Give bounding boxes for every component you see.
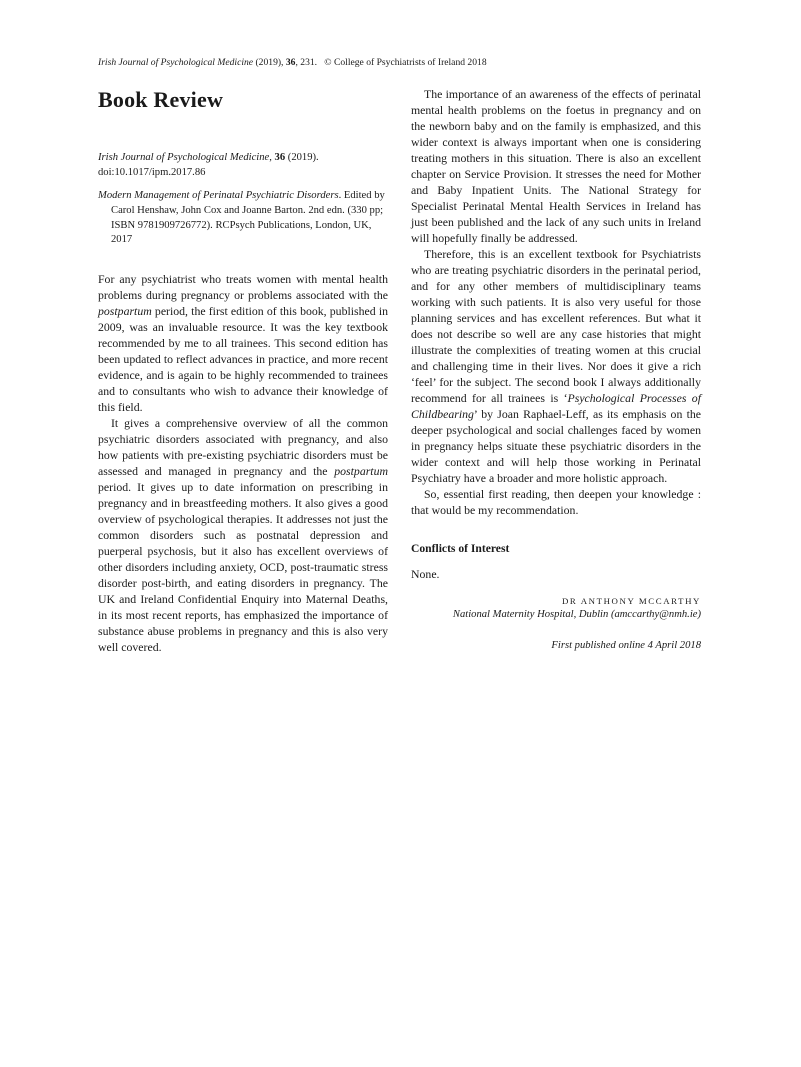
- citation-sep: ,: [269, 152, 272, 163]
- signature: [411, 595, 701, 622]
- running-head-page: , 231.: [295, 57, 318, 68]
- right-column: [411, 86, 701, 653]
- citation-volume: 36: [274, 152, 286, 163]
- author-name: DR ANTHONY MCCARTHY: [561, 596, 701, 606]
- paragraph-1-text-b: period, the first edition of this book, published in 2009, was an invaluable resource. It was the key textbook recommended by me to all trainees. This second edition has been updated to reflect advances in practice, and more recent evidence, and is again to be highly recommended to trainees and to consultants who wish to advance their knowledge of this field.: [98, 304, 388, 415]
- citation-year: (2019).: [287, 152, 319, 163]
- paragraph-1-text-a: For any psychiatrist who treats women with mental health problems during pregnancy or problems associated with the: [98, 272, 388, 303]
- paragraph-4: [411, 246, 701, 486]
- publication-date: First published online 4 April 2018: [551, 640, 701, 651]
- paragraph-1: [98, 271, 388, 415]
- paragraph-5: So, essential first reading, then deepen your knowledge : that would be my recommendation.: [411, 487, 701, 517]
- running-head-journal: Irish Journal of Psychological Medicine: [98, 57, 254, 68]
- review-body-left: [98, 271, 388, 655]
- paragraph-2-emphasis: postpartum: [334, 464, 388, 479]
- conflicts-heading: Conflicts of Interest: [411, 542, 510, 555]
- running-head-year: (2019),: [255, 57, 284, 68]
- left-column: [98, 86, 388, 655]
- citation-journal: Irish Journal of Psychological Medicine: [98, 152, 270, 163]
- citation-doi[interactable]: doi:10.1017/ipm.2017.86: [98, 167, 206, 178]
- book-title: Modern Management of Perinatal Psychiatric Disorders: [98, 190, 339, 201]
- paragraph-2: [98, 415, 388, 655]
- running-head-copyright: © College of Psychiatrists of Ireland 2018: [324, 57, 487, 68]
- paragraph-4-text-b: ’ by Joan Raphael-Leff, as its emphasis on the deeper psychological and social challenges faced by women in pregnancy helps situate these psychiatric disorders in the wider context and will help those working in Perinatal Psychiatry have a broader and more holistic approach.: [411, 407, 701, 485]
- paragraph-4-text-a: Therefore, this is an excellent textbook for Psychiatrists who are treating psychiatric disorders in the perinatal period, and for any other members of multidisciplinary teams working with such patients. It is also very useful for those planning services and has excellent references. But what it does not describe so well are any case histories that might illustrate the complexities of treating women at this crucial and challenging time in their lives. Nor does it give a rich ‘feel’ for the subject. The second book I always additionally recommend for all trainees is ‘: [411, 247, 701, 405]
- paragraph-2-text-a: It gives a comprehensive overview of all the common psychiatric disorders associated with pregnancy, and also how patients with pre-existing psychiatric disorders must be assessed and managed in pregnancy and the: [98, 416, 388, 479]
- review-body-right: [411, 86, 701, 518]
- citation: [98, 150, 388, 180]
- author-affiliation: National Maternity Hospital, Dublin (amccarthy@nmh.ie): [452, 609, 701, 620]
- book-details: . Edited by Carol Henshaw, John Cox and Joanne Barton. 2nd edn. (330 pp; ISBN 9781909726772). RCPsych Publications, London, UK, 2017: [111, 190, 385, 246]
- paragraph-1-emphasis: postpartum: [98, 304, 152, 319]
- paragraph-3: The importance of an awareness of the effects of perinatal mental health problems on the foetus in pregnancy and on the newborn baby and on the family is emphasized, and this wider context is always important when one is considering treating mothers in this situation. There is also an excellent chapter on Service Provision. It stresses the need for Mother and Baby Inpatient Units. The National Strategy for Specialist Perinatal Mental Health Services in Ireland has just been published and the lack of any such units in Ireland will hopefully finally be addressed.: [411, 87, 701, 245]
- running-head: [98, 57, 718, 69]
- paragraph-2-text-b: period. It gives up to date information on prescribing in pregnancy and in breastfeeding mothers. It also gives a good overview of psychological therapies. It addresses not just the common disorders such as postnatal depression and puerperal psychosis, but it also has excellent overviews of other disorders including anxiety, OCD, post-traumatic stress disorder post-birth, and eating disorders in pregnancy. The UK and Ireland Confidential Enquiry into Maternal Deaths, in its most recent reports, has emphasized the importance of substance abuse problems in pregnancy and this is also very well covered.: [98, 480, 388, 655]
- conflicts-text: None.: [411, 567, 440, 581]
- book-reference: [98, 189, 388, 248]
- page-title: Book Review: [98, 87, 224, 112]
- paragraph-4-emphasis: Psychological Processes of Childbearing: [411, 391, 701, 421]
- running-head-volume: 36: [285, 57, 296, 68]
